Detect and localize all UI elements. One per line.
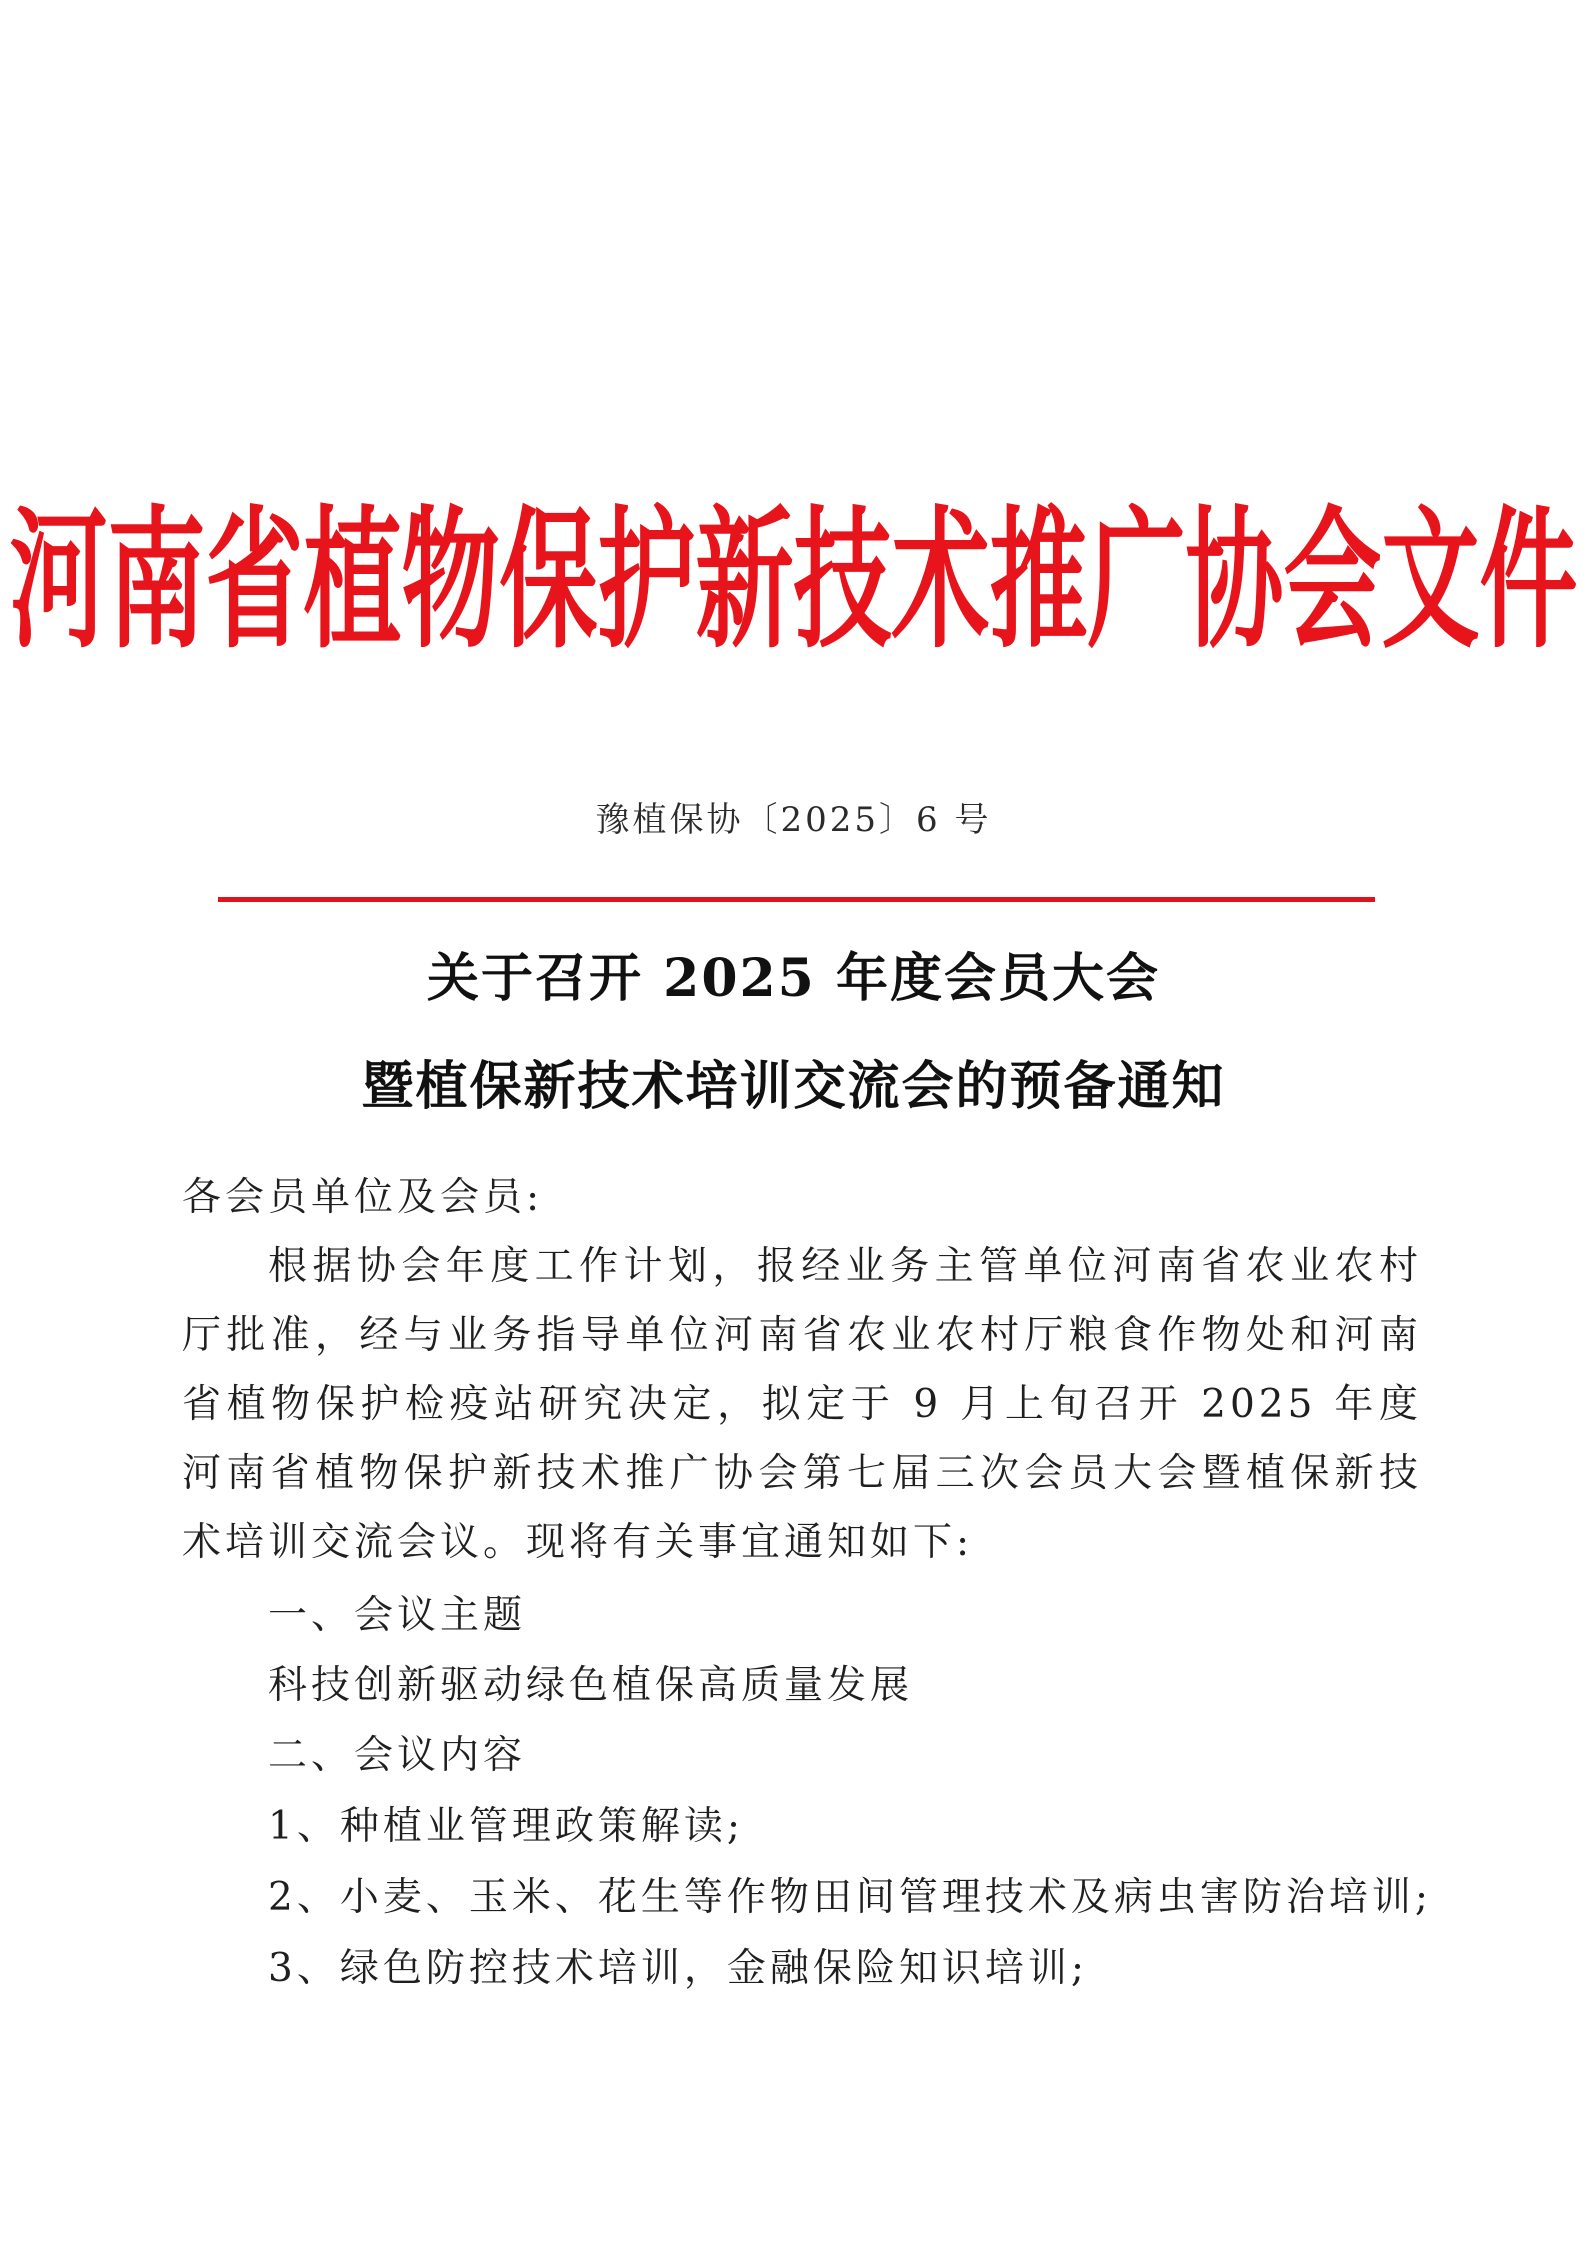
red-divider-line xyxy=(218,897,1375,902)
content-item: 1、种植业管理政策解读; xyxy=(268,1804,744,1849)
document-header-title: 河南省植物保护新技术推广协会文件 xyxy=(9,493,1578,671)
content-item: 2、小麦、玉米、花生等作物田间管理技术及病虫害防治培训; xyxy=(268,1875,1432,1920)
salutation: 各会员单位及会员: xyxy=(182,1175,544,1220)
notice-title-line-2: 暨植保新技术培训交流会的预备通知 xyxy=(361,1056,1226,1117)
intro-paragraph: 根据协会年度工作计划，报经业务主管单位河南省农业农村厅批准，经与业务指导单位河南省农业农村厅粮食作物处和河南省植物保护检疫站研究决定，拟定于 9 月上旬召开 2025 年度河南省植物保护新技术推广协会第七届三次会员大会暨植保新技术培训交流会议。现将有关事宜通知如下: xyxy=(182,1244,1422,1565)
meeting-theme-text: 科技创新驱动绿色植保高质量发展 xyxy=(268,1663,914,1708)
notice-title-line-1: 关于召开 2025 年度会员大会 xyxy=(427,948,1160,1009)
section-heading-theme: 一、会议主题 xyxy=(268,1593,527,1638)
document-number: 豫植保协〔2025〕6 号 xyxy=(595,800,992,840)
content-item: 3、绿色防控技术培训，金融保险知识培训; xyxy=(268,1946,1088,1991)
section-heading-content: 二、会议内容 xyxy=(268,1733,527,1778)
